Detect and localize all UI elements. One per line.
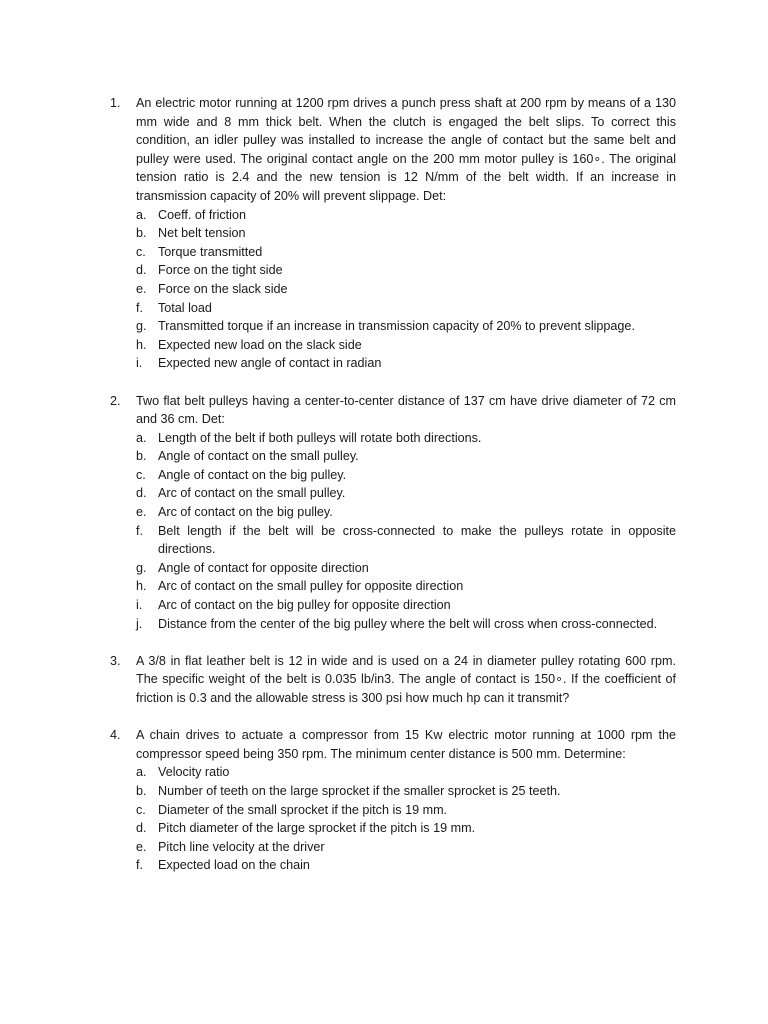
sub-question-text: Transmitted torque if an increase in transmission capacity of 20% to prevent slippage. [158, 319, 635, 334]
sub-question-text: Coeff. of friction [158, 207, 246, 222]
sub-question [136, 856, 676, 875]
sub-question-letter: e. [136, 839, 147, 854]
sub-question [136, 577, 676, 596]
sub-question [136, 819, 676, 838]
sub-question-letter: b. [136, 783, 147, 798]
sub-question [136, 243, 676, 262]
sub-question-text: Distance from the center of the big pulley where the belt will cross when cross-connected. [158, 616, 658, 631]
problem-list [110, 94, 676, 875]
sub-question-letter: e. [136, 281, 147, 296]
sub-question-text: Arc of contact on the big pulley. [158, 505, 333, 520]
sub-question [136, 596, 676, 615]
sub-question-letter: f. [136, 523, 143, 538]
sub-question [136, 429, 676, 448]
sub-question-text: Expected new load on the slack side [158, 337, 362, 352]
sub-question-text: Angle of contact for opposite direction [158, 560, 369, 575]
sub-question [136, 522, 676, 559]
sub-question [136, 280, 676, 299]
problem-number: 1. [110, 96, 121, 110]
sub-question-letter: d. [136, 821, 147, 836]
problem-statement: An electric motor running at 1200 rpm drives a punch press shaft at 200 rpm by means of a 130 mm wide and 8 mm thick belt. When the clutch is engaged the belt slips. To correct this condition, an idler pulley was installed to increase the angle of contact but the same belt and pulley were used. The original contact angle on the 200 mm motor pulley is 160∘. The original tension ratio is 2.4 and the new tension is 12 N/mm of the belt width. If an increase in transmission capacity of 20% will prevent slippage. Det: [136, 96, 676, 203]
sub-question-text: Torque transmitted [158, 244, 263, 259]
sub-question-letter: a. [136, 207, 147, 222]
problem-number: 4. [110, 728, 121, 743]
sub-question [136, 336, 676, 355]
sub-question-text: Arc of contact on the small pulley. [158, 486, 346, 501]
sub-question-letter: i. [136, 356, 143, 371]
sub-question-text: Diameter of the small sprocket if the pitch is 19 mm. [158, 802, 448, 817]
sub-question [136, 354, 676, 373]
sub-question-text: Angle of contact on the small pulley. [158, 449, 359, 464]
sub-question-text: Pitch diameter of the large sprocket if the pitch is 19 mm. [158, 821, 476, 836]
problem-statement: Two flat belt pulleys having a center-to-center distance of 137 cm have drive diameter of 72 cm and 36 cm. Det: [136, 393, 676, 427]
sub-question-text: Pitch line velocity at the driver [158, 839, 325, 854]
sub-question-letter: h. [136, 579, 147, 594]
problem-1 [110, 94, 676, 373]
problem-3 [110, 652, 676, 708]
sub-question [136, 447, 676, 466]
sub-question-text: Total load [158, 300, 212, 315]
sub-question-letter: d. [136, 263, 147, 278]
problem-statement: A 3/8 in flat leather belt is 12 in wide and is used on a 24 in diameter pulley rotating 600 rpm. The specific weight of the belt is 0.035 lb/in3. The angle of contact is 150∘. If the coefficient of friction is 0.3 and the allowable stress is 300 psi how much hp can it transmit? [136, 653, 676, 705]
sub-question [136, 466, 676, 485]
sub-question-text: Expected load on the chain [158, 858, 310, 873]
sub-question-letter: g. [136, 560, 147, 575]
sub-question [136, 763, 676, 782]
sub-question [136, 615, 676, 634]
sub-question-letter: a. [136, 430, 147, 445]
sub-question-letter: c. [136, 802, 146, 817]
sub-question-text: Net belt tension [158, 226, 246, 241]
sub-question [136, 801, 676, 820]
sub-question-text: Number of teeth on the large sprocket if the smaller sprocket is 25 teeth. [158, 783, 561, 798]
sub-question-letter: b. [136, 449, 147, 464]
sub-question [136, 299, 676, 318]
sub-question-letter: g. [136, 319, 147, 334]
sub-question [136, 838, 676, 857]
sub-question-list [136, 206, 676, 373]
sub-question [136, 317, 676, 336]
sub-question-letter: d. [136, 486, 147, 501]
sub-question-letter: h. [136, 337, 147, 352]
sub-question-letter: j. [136, 616, 143, 631]
problem-2 [110, 392, 676, 634]
sub-question [136, 224, 676, 243]
sub-question-text: Arc of contact on the big pulley for opposite direction [158, 598, 451, 613]
sub-question-letter: i. [136, 598, 143, 613]
sub-question-text: Angle of contact on the big pulley. [158, 467, 347, 482]
problem-statement: A chain drives to actuate a compressor from 15 Kw electric motor running at 1000 rpm the compressor speed being 350 rpm. The minimum center distance is 500 mm. Determine: [136, 728, 676, 761]
sub-question-text: Expected new angle of contact in radian [158, 356, 382, 371]
sub-question-letter: c. [136, 244, 146, 259]
problem-4 [110, 726, 676, 875]
sub-question [136, 503, 676, 522]
sub-question-text: Force on the slack side [158, 281, 288, 296]
sub-question-text: Length of the belt if both pulleys will rotate both directions. [158, 430, 482, 445]
sub-question [136, 261, 676, 280]
sub-question [136, 559, 676, 578]
sub-question-list [136, 763, 676, 875]
sub-question-letter: f. [136, 300, 143, 315]
problem-number: 2. [110, 393, 121, 408]
sub-question-text: Velocity ratio [158, 765, 230, 780]
sub-question-letter: f. [136, 858, 143, 873]
sub-question-letter: c. [136, 467, 146, 482]
sub-question [136, 206, 676, 225]
sub-question-letter: e. [136, 505, 147, 520]
sub-question [136, 484, 676, 503]
sub-question-text: Force on the tight side [158, 263, 283, 278]
sub-question-letter: b. [136, 226, 147, 241]
sub-question [136, 782, 676, 801]
sub-question-text: Arc of contact on the small pulley for opposite direction [158, 579, 464, 594]
sub-question-text: Belt length if the belt will be cross-connected to make the pulleys rotate in opposite directions. [158, 523, 676, 557]
sub-question-list [136, 429, 676, 634]
sub-question-letter: a. [136, 765, 147, 780]
problem-number: 3. [110, 653, 121, 668]
